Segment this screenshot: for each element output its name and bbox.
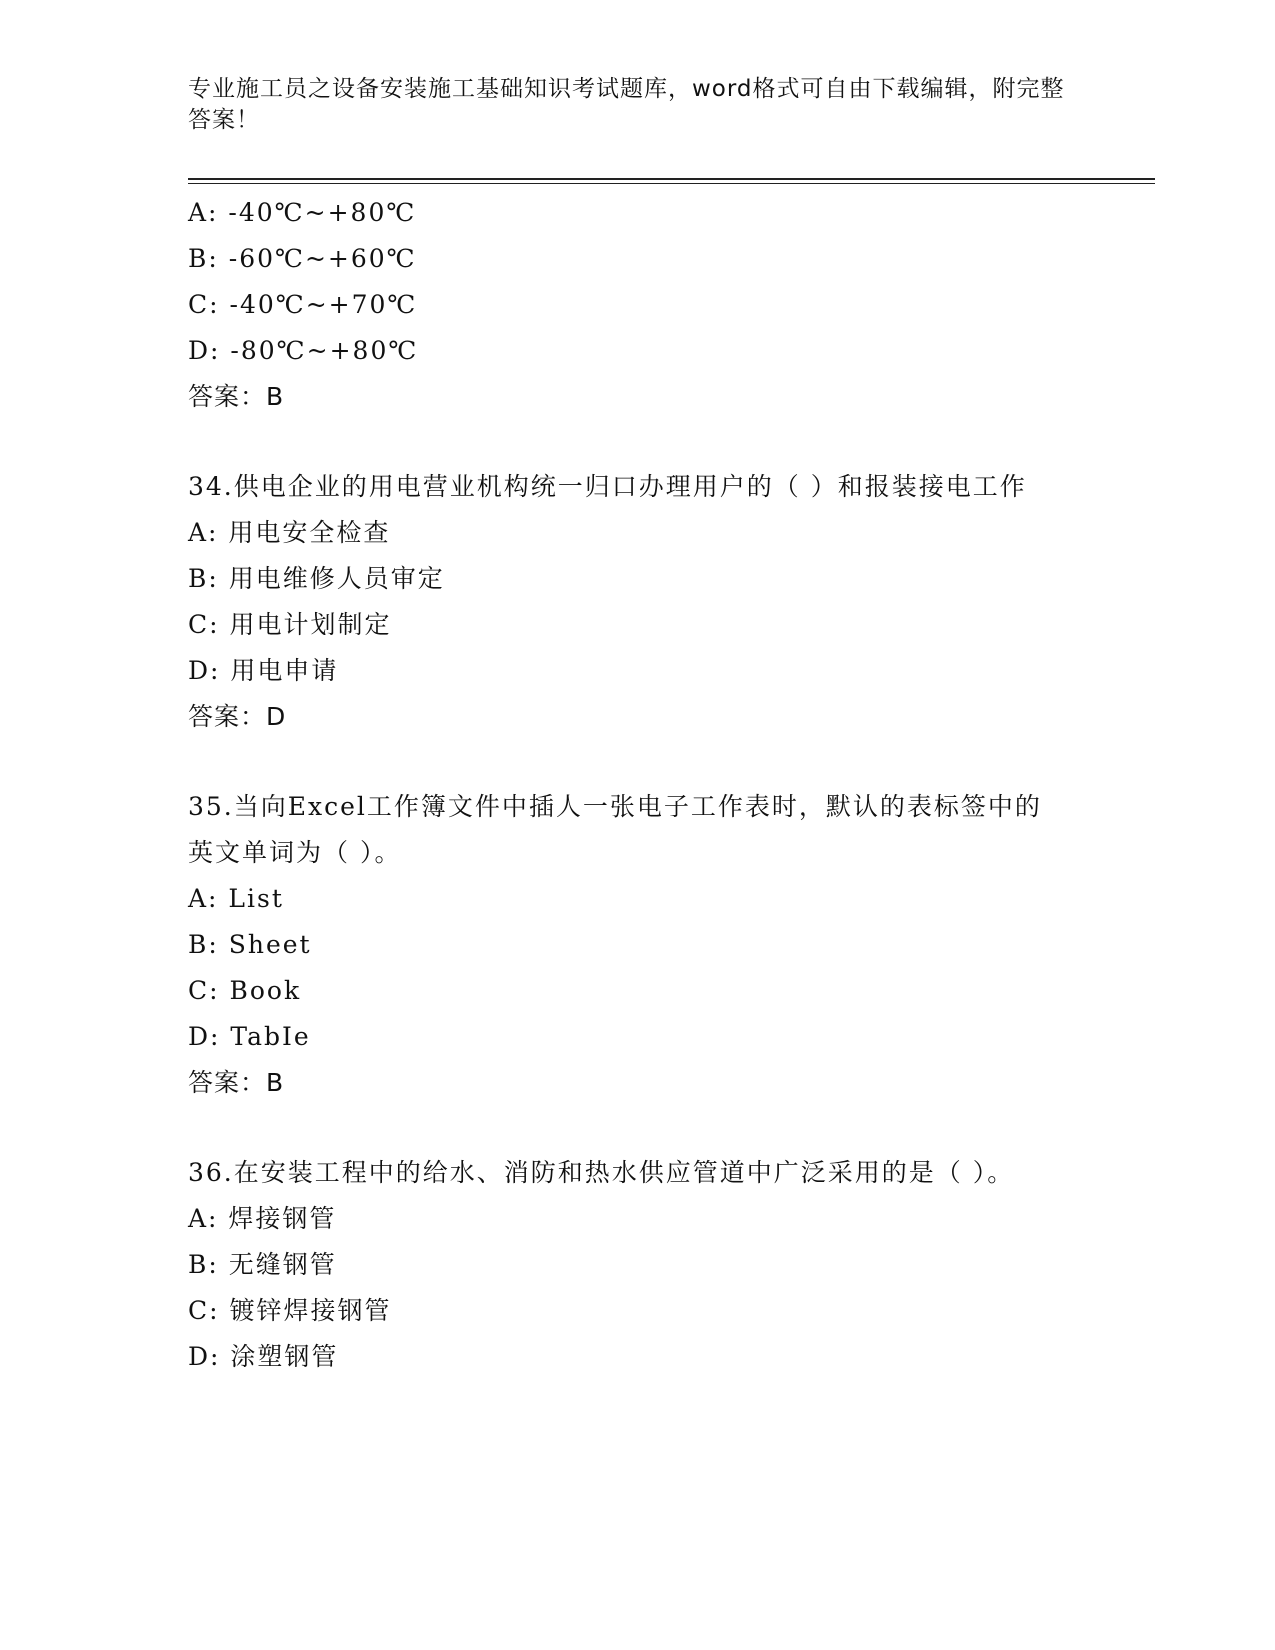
spacer: [188, 1106, 1088, 1150]
option-c: C: -40℃~+70℃: [188, 290, 418, 319]
question-text: 34.供电企业的用电营业机构统一归口办理用户的（ ）和报装接电工作: [188, 472, 1027, 501]
answer-line: 答案：D: [188, 702, 287, 731]
question-text: 36.在安装工程中的给水、消防和热水供应管道中广泛采用的是（ ）。: [188, 1158, 1015, 1187]
option-d: D: 涂塑钢管: [188, 1342, 339, 1371]
option-d: D: TabIe: [188, 1022, 311, 1051]
option-a: A: List: [188, 884, 284, 913]
question-35: [188, 784, 1088, 1106]
question-33: [188, 190, 1088, 420]
question-list: [188, 190, 1088, 1380]
option-b: B: 用电维修人员审定: [188, 564, 445, 593]
header-divider-thin: [188, 183, 1155, 184]
document-header-title: 专业施工员之设备安装施工基础知识考试题库，word格式可自由下载编辑，附完整答案！: [188, 76, 1065, 133]
option-c: C: 用电计划制定: [188, 610, 392, 639]
answer-line: 答案：B: [188, 1068, 285, 1097]
option-d: D: 用电申请: [188, 656, 339, 685]
spacer: [188, 740, 1088, 784]
option-d: D: -80℃~+80℃: [188, 336, 419, 365]
spacer: [188, 420, 1088, 464]
option-c: C: 镀锌焊接钢管: [188, 1296, 392, 1325]
option-c: C: Book: [188, 976, 302, 1005]
option-b: B: -60℃~+60℃: [188, 244, 417, 273]
option-b: B: 无缝钢管: [188, 1250, 337, 1279]
answer-line: 答案：B: [188, 382, 285, 411]
question-34: [188, 464, 1088, 740]
option-a: A: 用电安全检查: [188, 518, 391, 547]
question-36: [188, 1150, 1088, 1380]
header-divider-thick: [188, 178, 1155, 180]
option-a: A: -40℃~+80℃: [188, 198, 417, 227]
option-b: B: Sheet: [188, 930, 312, 959]
option-a: A: 焊接钢管: [188, 1204, 337, 1233]
question-text: 35.当向Excel工作簿文件中插人一张电子工作表时，默认的表标签中的英文单词为（ ）。: [188, 792, 1042, 867]
